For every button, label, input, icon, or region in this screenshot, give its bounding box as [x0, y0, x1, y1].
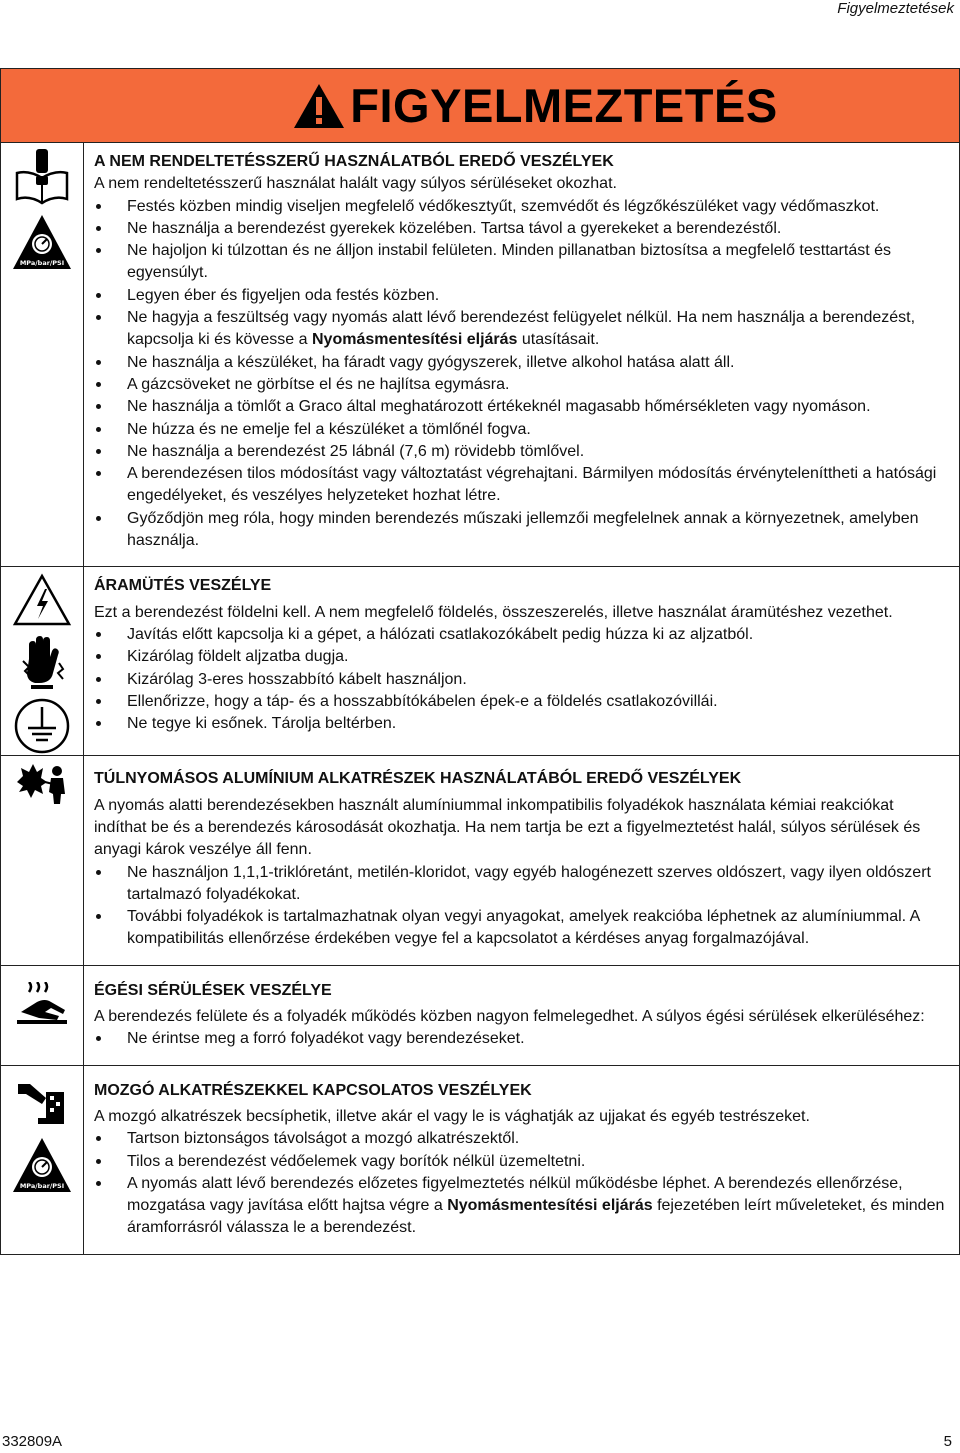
list-item: Ne használja a készüléket, ha fáradt vagy gyógyszerek, illetve alkohol hatása alatt áll. [94, 352, 949, 374]
icon-column [1, 756, 84, 964]
explosion-icon [13, 762, 71, 806]
list-item [94, 1173, 949, 1240]
read-manual-icon [13, 149, 71, 205]
icon-column [1, 1066, 84, 1254]
warning-triangle-icon [292, 82, 346, 130]
page-number: 5 [943, 1433, 952, 1450]
ground-icon [13, 697, 71, 755]
bullet-list [94, 196, 949, 553]
pressure-gauge-icon [11, 213, 73, 271]
warning-section-electric-shock [1, 567, 959, 756]
section-intro: A berendezés felülete és a folyadék működés közben nagyon felmelegedhet. A súlyos égési sérülések elkerüléséhez: [94, 1008, 925, 1026]
list-item: Legyen éber és figyeljen oda festés közben. [94, 285, 949, 307]
list-item: Ne hajoljon ki túlzottan és ne álljon instabil felületen. Minden pillanatban biztosítsa a megfelelő testtartást és egyensúlyt. [94, 240, 949, 285]
hand-shock-icon [19, 635, 65, 689]
list-item: Ne használjon 1,1,1-triklóretánt, metilén-kloridot, vagy egyéb halogénezett szerves oldószert, vagy ilyen oldószert tartalmazó folyadékokat. [94, 862, 949, 907]
pressure-gauge-icon [11, 1136, 73, 1194]
list-item: Győződjön meg róla, hogy minden berendezés műszaki jellemzői megfelelnek annak a környezetnek, amelyben használja. [94, 508, 949, 553]
section-text [84, 1066, 959, 1254]
electric-shock-icon [12, 573, 72, 627]
list-text: fejezetében leírt műveleteket, és minden áramforrásról válassza le a berendezést. [127, 1197, 945, 1237]
warning-section-burn [1, 966, 959, 1066]
warning-section-aluminum [1, 756, 959, 965]
procedure-link-text: Nyomásmentesítési eljárás [447, 1197, 653, 1215]
running-header: Figyelmeztetések [837, 0, 954, 17]
warning-section-misuse [1, 143, 959, 567]
list-item: Tilos a berendezést védőelemek vagy borítók nélkül üzemeltetni. [94, 1151, 949, 1173]
moving-parts-icon [16, 1078, 68, 1128]
list-item: Festés közben mindig viseljen megfelelő védőkesztyűt, szemvédőt és légzőkészüléket vagy védőmaszkot. [94, 196, 949, 218]
bullet-list [94, 624, 949, 735]
list-item: Ne érintse meg a forró folyadékot vagy berendezéseket. [94, 1028, 949, 1050]
warning-banner [1, 69, 959, 143]
gauge-label: MPa/bar/PSI [19, 1181, 65, 1190]
section-title: TÚLNYOMÁSOS ALUMÍNIUM ALKATRÉSZEK HASZNÁLATÁBÓL EREDŐ VESZÉLYEK [94, 770, 742, 788]
list-text: Ne hagyja a feszültség vagy nyomás alatt lévő berendezést felügyelet nélkül. Ha nem használja a berendezést, kapcsolja ki és kövesse a [127, 309, 916, 349]
list-item: Ne használja a berendezést 25 lábnál (7,6 m) rövidebb tömlővel. [94, 441, 949, 463]
icon-column [1, 966, 84, 1065]
section-intro: A nem rendeltetésszerű használat halált vagy súlyos sérüléseket okozhat. [94, 175, 617, 193]
section-title: ÁRAMÜTÉS VESZÉLYE [94, 577, 272, 595]
list-item: Ne húzza és ne emelje fel a készüléket a tömlőnél fogva. [94, 419, 949, 441]
bullet-list [94, 862, 949, 951]
list-item [94, 307, 949, 352]
list-item: A berendezésen tilos módosítást vagy változtatást végrehajtani. Bármilyen módosítás érvényteleníttheti a hatósági engedélyeket, és veszélyes helyzeteket hozhat létre. [94, 463, 949, 508]
banner-title: FIGYELMEZTETÉS [350, 79, 778, 132]
list-item: A gázcsöveket ne görbítse el és ne hajlítsa egymásra. [94, 374, 949, 396]
warning-section-moving-parts [1, 1066, 959, 1254]
section-intro: A mozgó alkatrészek becsíphetik, illetve akár el vagy le is vághatják az ujjakat és egyéb testrészeket. [94, 1107, 810, 1125]
list-item: Ne tegye ki esőnek. Tárolja beltérben. [94, 713, 949, 735]
list-item: Ellenőrizze, hogy a táp- és a hosszabbítókábelen épek-e a földelés csatlakozóvillái. [94, 691, 949, 713]
section-intro: A nyomás alatti berendezésekben használt alumíniummal inkompatibilis folyadékok használata kémiai reakciókat indíthat be és a berendezés károsodását okozhatja. Ha nem tartja be ezt a figyelmeztetést halál, súlyos sérülések és anyagi károk veszélye áll fenn. [94, 796, 921, 859]
list-text: A nyomás alatt lévő berendezés előzetes figyelmeztetés nélkül működésbe léphet. A berendezés ellenőrzése, mozgatása vagy javítása előtt hajtsa végre a [127, 1174, 903, 1215]
banner-inner [292, 79, 778, 132]
hot-surface-icon [15, 982, 69, 1026]
list-item: További folyadékok is tartalmazhatnak olyan vegyi anyagokat, amelyek reakcióba léphetnek az alumíniummal. A kompatibilitás ellenőrzése érdekében vegye fel a kapcsolatot a kérdéses anyag forgalmazójával. [94, 906, 949, 951]
list-item: Kizárólag 3-eres hosszabbító kábelt használjon. [94, 669, 949, 691]
section-title: MOZGÓ ALKATRÉSZEKKEL KAPCSOLATOS VESZÉLYEK [94, 1081, 532, 1099]
section-title: ÉGÉSI SÉRÜLÉSEK VESZÉLYE [94, 981, 332, 999]
icon-column [1, 143, 84, 566]
section-text [84, 143, 959, 566]
list-item: Tartson biztonságos távolságot a mozgó alkatrészektől. [94, 1128, 949, 1150]
section-text [84, 966, 959, 1065]
list-item: Ne használja a berendezést gyerekek közelében. Tartsa távol a gyerekeket a berendezéstől. [94, 218, 949, 240]
bullet-list [94, 1128, 949, 1239]
doc-number: 332809A [2, 1433, 63, 1450]
section-title: A NEM RENDELTETÉSSZERŰ HASZNÁLATBÓL EREDŐ VESZÉLYEK [94, 153, 614, 170]
gauge-label: MPa/bar/PSI [19, 259, 65, 267]
list-text: utasításait. [517, 331, 600, 349]
list-item: Ne használja a tömlőt a Graco által meghatározott értékeknél magasabb hőmérsékleten vagy nyomáson. [94, 396, 949, 418]
warning-table [0, 68, 960, 1255]
bullet-list [94, 1028, 949, 1050]
icon-column [1, 567, 84, 755]
section-text [84, 756, 959, 964]
list-item: Kizárólag földelt aljzatba dugja. [94, 646, 949, 668]
list-item: Javítás előtt kapcsolja ki a gépet, a hálózati csatlakozókábelt pedig húzza ki az aljzatból. [94, 624, 949, 646]
section-text [84, 567, 959, 755]
section-intro: Ezt a berendezést földelni kell. A nem megfelelő földelés, összeszerelés, illetve használat áramütéshez vezethet. [94, 603, 893, 621]
procedure-link-text: Nyomásmentesítési eljárás [311, 331, 518, 349]
